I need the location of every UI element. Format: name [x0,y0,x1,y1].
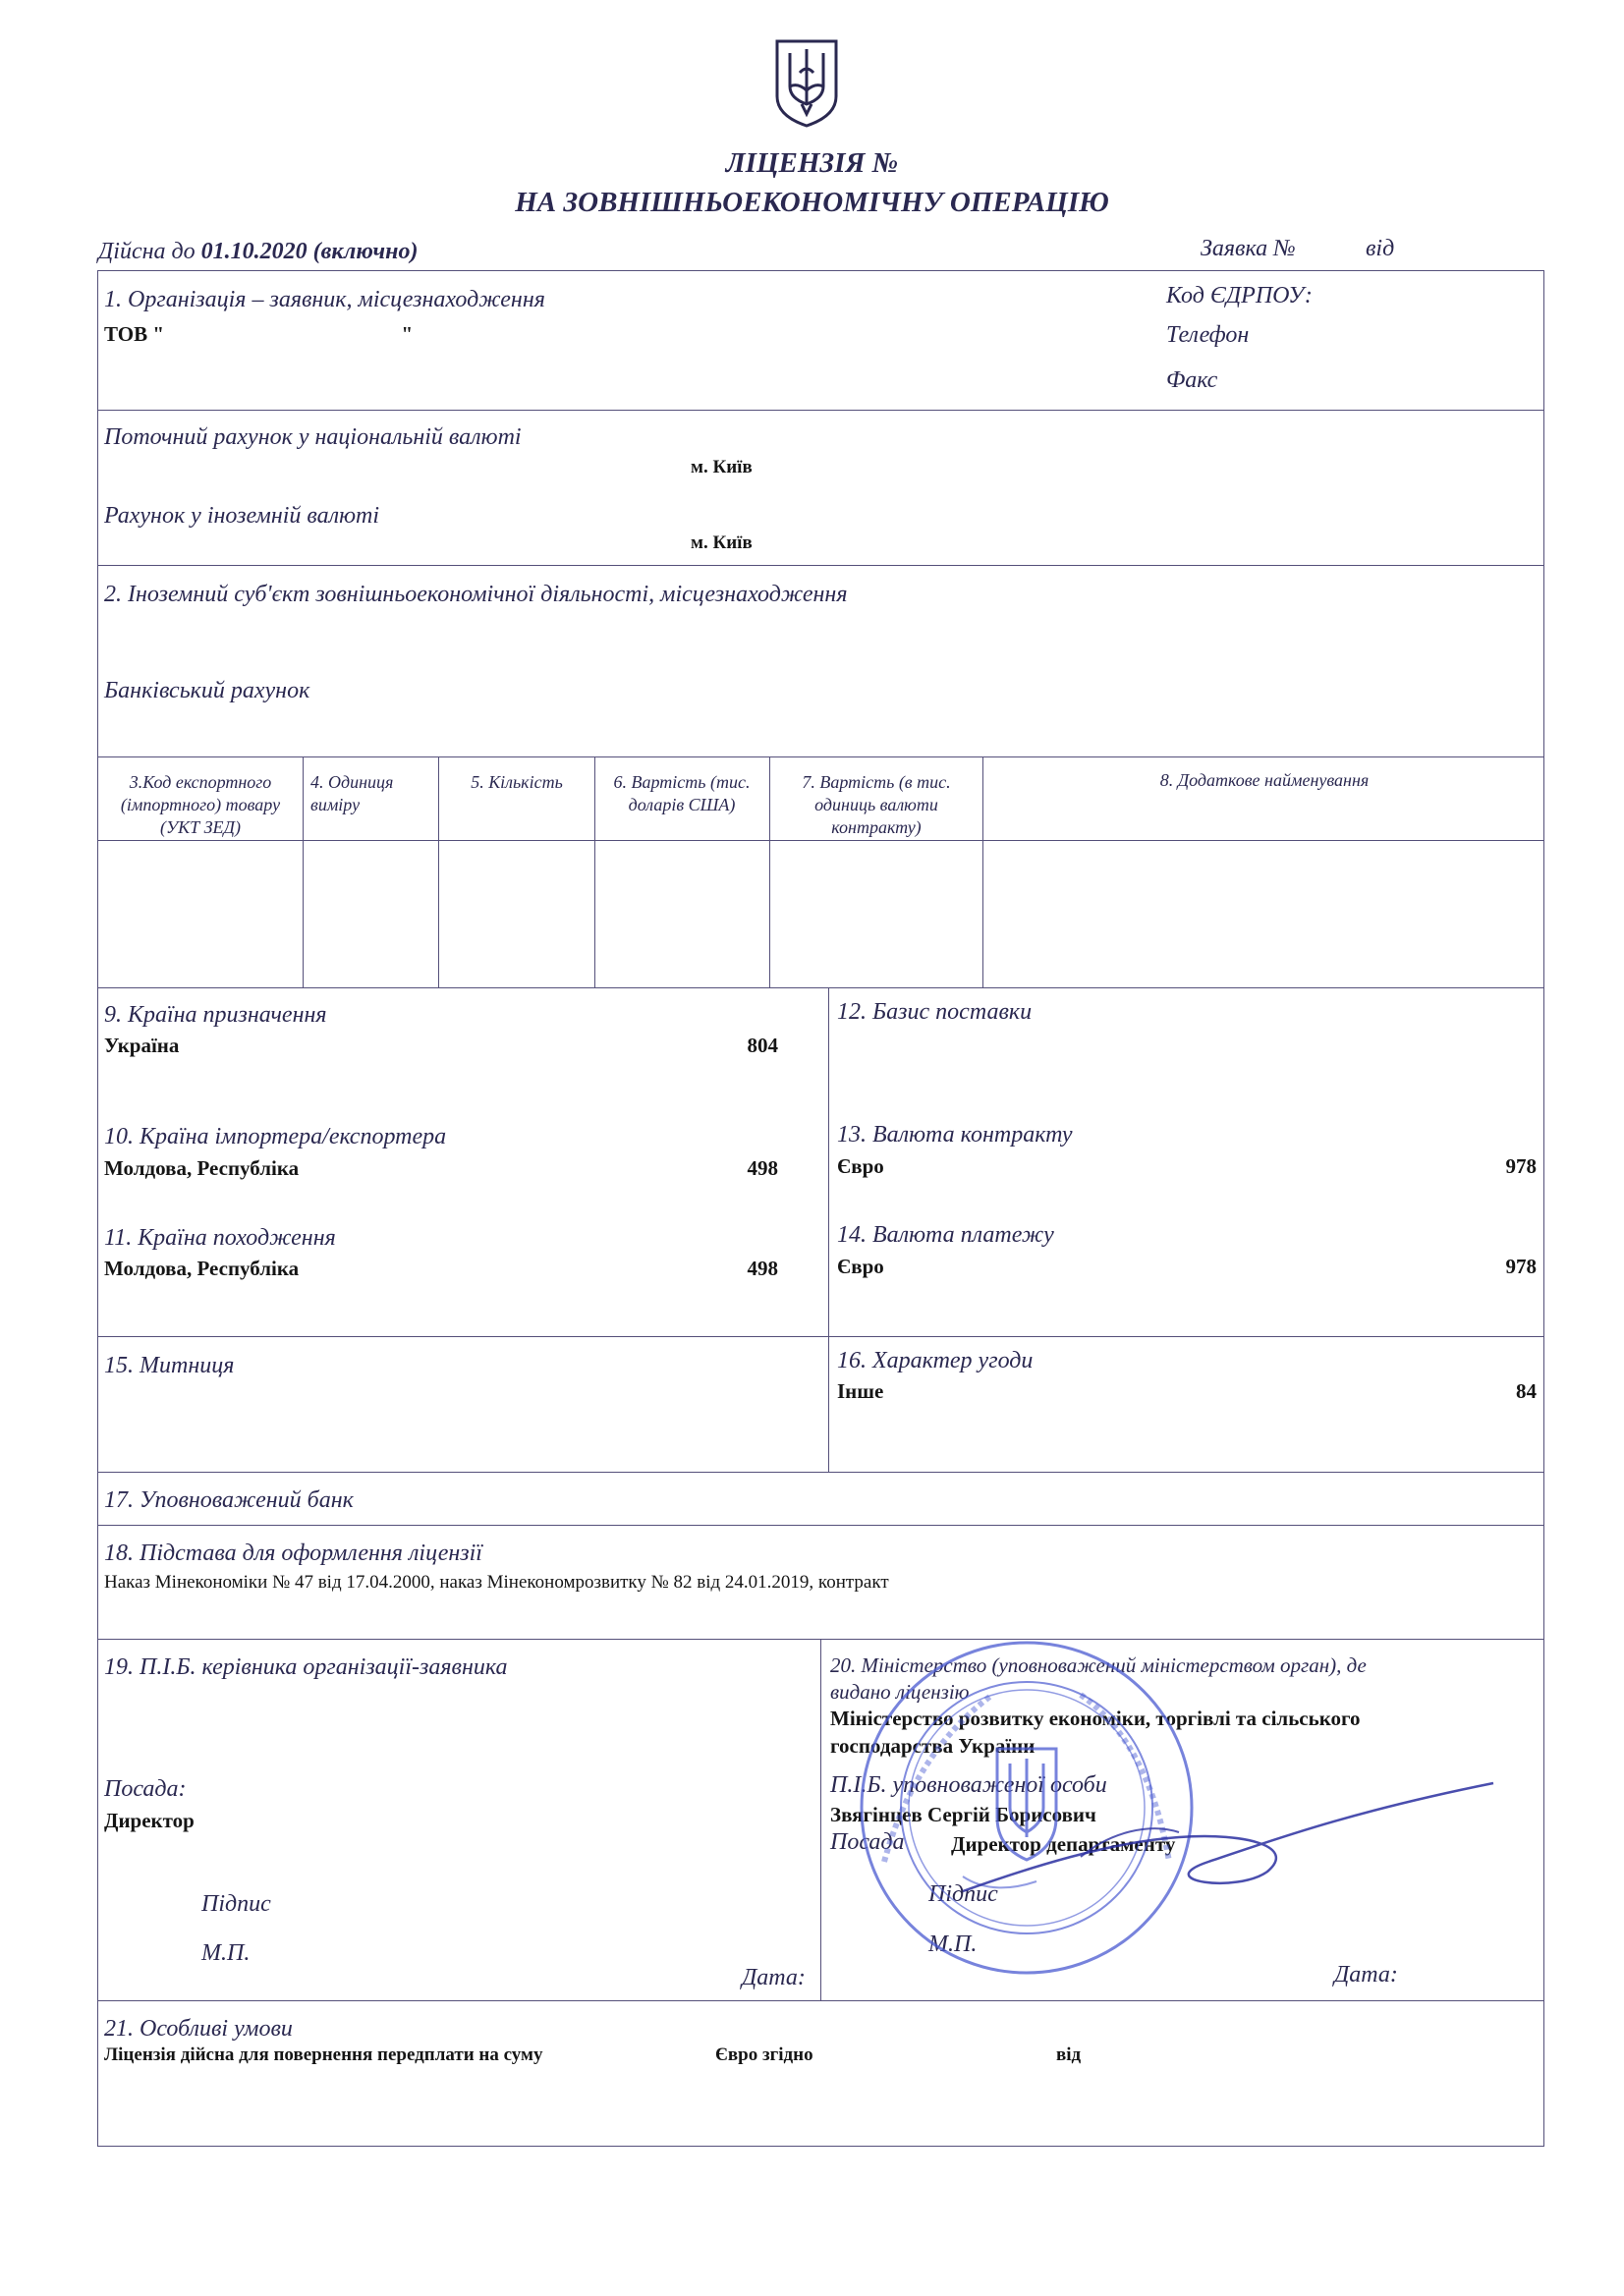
contract-currency-code: 978 [1505,1154,1537,1178]
payment-currency-code: 978 [1505,1255,1537,1278]
coat-of-arms-icon [772,35,841,129]
section-18-label: 18. Підстава для оформлення ліцензії [104,1540,482,1566]
national-account-label: Поточний рахунок у національній валюті [104,424,522,450]
applicant-signature-label: Підпис [201,1891,271,1917]
valid-until [98,239,418,265]
col-sep-3 [594,756,595,987]
origin-country-code: 498 [747,1257,778,1280]
applicant-stamp-label: М.П. [201,1940,251,1966]
valid-until-label: Дійсна до [98,239,196,264]
col-header-value-usd: 6. Вартість (тис. доларів США) [613,772,751,814]
edrpou-label: Код ЄДРПОУ: [1166,283,1313,308]
phone-label: Телефон [1166,322,1250,348]
national-account-city: м. Київ [691,457,753,477]
col-sep-2 [438,756,439,987]
contract-currency: Євро [837,1154,884,1178]
col-header-unit: 4. Одиниця виміру [310,772,394,814]
section-11-label: 11. Країна походження [104,1225,336,1251]
divider-7 [97,1472,1544,1473]
section-21-label: 21. Особливі умови [104,2016,293,2042]
bank-account-label: Банківський рахунок [104,678,310,703]
applicant-position: Директор [104,1809,195,1832]
fax-label: Факс [1166,367,1218,393]
middle-sep-upper [828,987,829,1472]
applicant-date-label: Дата: [742,1965,806,1990]
foreign-account-city: м. Київ [691,532,753,553]
foreign-account-label: Рахунок у іноземній валюті [104,503,380,529]
divider-2 [97,565,1544,566]
payment-currency: Євро [837,1255,884,1278]
section-13-label: 13. Валюта контракту [837,1122,1073,1148]
divider-1 [97,410,1544,411]
section-15-label: 15. Митниця [104,1353,235,1378]
importer-country-code: 498 [747,1156,778,1180]
col-header-quantity: 5. Кількість [471,772,563,792]
deal-type: Інше [837,1379,884,1403]
license-subtitle: НА ЗОВНІШНЬОЕКОНОМІЧНУ ОПЕРАЦІЮ [515,187,1109,218]
section-17-label: 17. Уповноважений банк [104,1487,354,1513]
section-10-label: 10. Країна імпортера/експортера [104,1124,447,1149]
official-stamp-label: М.П. [928,1932,978,1957]
col-header-additional-name: 8. Додаткове найменування [1159,770,1370,790]
divider-4 [97,840,1544,841]
origin-country: Молдова, Республіка [104,1257,300,1280]
col-header-value-contract: 7. Вартість (в тис. одиниць валюти контракту) [802,772,951,837]
middle-sep-lower [820,1639,821,2000]
divider-6 [97,1336,1544,1337]
official-signature-label: Підпис [928,1881,998,1907]
official-position: Директор департаменту [951,1832,1176,1856]
section-2-label: 2. Іноземний суб'єкт зовнішньоекономічної діяльності, місцезнаходження [104,582,848,607]
section-1-label: 1. Організація – заявник, місцезнаходження [104,287,545,312]
section-19-label: 19. П.І.Б. керівника організації-заявника [104,1654,508,1680]
official-position-label: Посада [830,1829,905,1855]
official-date-label: Дата: [1334,1962,1398,1988]
ministry-name-line2: господарства України [830,1734,1036,1758]
valid-until-date: 01.10.2020 (включно) [200,239,419,264]
col-sep-4 [769,756,770,987]
official-name: Звягінцев Сергій Борисович [830,1803,1096,1826]
application-number-label: Заявка № [1201,236,1296,261]
official-stamp-seal-icon [855,1636,1562,1989]
official-label: П.І.Б. уповноваженої особи [830,1772,1107,1798]
divider-8 [97,1525,1544,1526]
divider-10 [97,2000,1544,2001]
special-conditions-from: від [1056,2044,1082,2065]
application-date-label: від [1366,236,1395,261]
section-14-label: 14. Валюта платежу [837,1222,1054,1248]
org-name: ТОВ " " [104,322,414,346]
divider-5 [97,987,1544,988]
col-sep-5 [982,756,983,987]
col-sep-1 [303,756,304,987]
section-20-label-line2: видано ліцензію [830,1680,970,1704]
section-16-label: 16. Характер угоди [837,1348,1034,1373]
license-basis: Наказ Мінекономіки № 47 від 17.04.2000, наказ Мінекономрозвитку № 82 від 24.01.2019, контракт [104,1572,889,1593]
importer-country: Молдова, Республіка [104,1156,300,1180]
applicant-position-label: Посада: [104,1776,187,1802]
special-conditions-currency: Євро згідно [715,2044,813,2065]
col-header-code: 3.Код експортного (імпортного) товару (УКТ ЗЕД) [120,772,281,837]
ministry-name: Міністерство розвитку економіки, торгівлі та сільського [830,1707,1361,1730]
section-20-label: 20. Міністерство (уповноважений міністерством орган), де [830,1653,1367,1677]
special-conditions-text: Ліцензія дійсна для повернення передплати на суму [104,2044,543,2065]
destination-country: Україна [104,1034,180,1057]
deal-type-code: 84 [1516,1379,1537,1403]
section-9-label: 9. Країна призначення [104,1002,327,1028]
divider-3 [97,756,1544,757]
destination-country-code: 804 [747,1034,778,1057]
section-12-label: 12. Базис поставки [837,999,1033,1025]
license-title: ЛІЦЕНЗІЯ № [725,147,899,179]
